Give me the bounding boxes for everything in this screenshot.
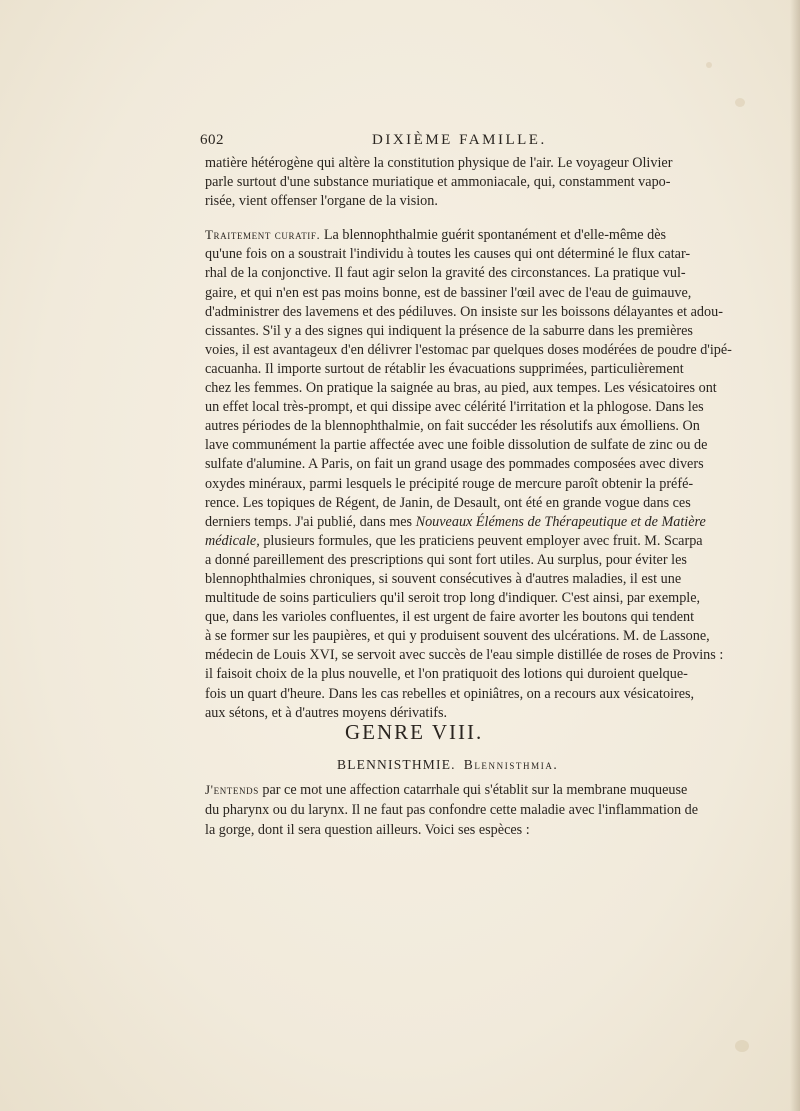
- text-line: [205, 780, 688, 800]
- text-fragment: La blennophthalmie guérit spontanément et d'elle-même dès: [323, 227, 667, 244]
- page-edge-shadow: [790, 0, 800, 1111]
- text-line: qu'une fois on a soustrait l'individu à toutes les causes qui ont déterminé le flux catar-: [205, 246, 691, 263]
- text-line: rhal de la conjonctive. Il faut agir selon la gravité des circonstances. La pratique vul-: [205, 265, 686, 282]
- text-line: à se former sur les paupières, et qui y produisent souvent des ulcérations. M. de Lassone,: [205, 628, 710, 645]
- section-lead: J'entends: [205, 782, 259, 797]
- text-line: a donné pareillement des prescriptions qui sont fort utiles. Au surplus, pour éviter les: [205, 551, 687, 568]
- text-fragment: par ce mot une affection catarrhale qui s'établit sur la membrane muqueuse: [262, 782, 688, 798]
- section-lead: Traitement curatif.: [205, 227, 321, 243]
- text-line: voies, il est avantageux d'en délivrer l'estomac par quelques doses modérées de poudre d'ipé-: [205, 341, 732, 358]
- text-line: du pharynx ou du larynx. Il ne faut pas confondre cette maladie avec l'inflammation de: [205, 802, 699, 818]
- text-line: que, dans les varioles confluentes, il est urgent de faire avorter les boutons qui tendent: [205, 609, 695, 626]
- genre-subheading: [337, 757, 558, 773]
- text-line: rence. Les topiques de Régent, de Janin, de Desault, ont été en grande vogue dans ces: [205, 494, 691, 511]
- text-line: sulfate d'alumine. A Paris, on fait un grand usage des pommades composées avec divers: [205, 456, 704, 473]
- text-line: risée, vient offenser l'organe de la vision.: [205, 193, 438, 210]
- main-text: [205, 154, 732, 723]
- book-title-italic: Nouveaux Élémens de Thérapeutique et de Matière: [415, 513, 706, 530]
- text-line: cissantes. S'il y a des signes qui indiquent la présence de la saburre dans les premières: [205, 322, 693, 339]
- text-line: [205, 225, 667, 245]
- text-fragment: plusieurs formules, que les praticiens peuvent employer avec fruit. M. Scarpa: [263, 532, 703, 549]
- paragraph-genre-intro: [205, 780, 699, 840]
- page-number: 602: [200, 132, 224, 148]
- book-title-italic: médicale,: [205, 532, 260, 549]
- text-line: [205, 513, 706, 532]
- foxing-spot: [735, 98, 745, 107]
- text-line: il faisoit choix de la plus nouvelle, et l'on pratiquoit des lotions qui duroient quelque-: [205, 666, 688, 683]
- text-line: d'administrer des lavemens et des pédiluves. On insiste sur les boissons délayantes et adou-: [205, 303, 723, 320]
- paragraph-intro: [205, 154, 673, 211]
- text-line: blennophthalmies chroniques, si souvent consécutives à d'autres maladies, il est une: [205, 570, 682, 587]
- genre-heading: GENRE VIII.: [345, 720, 484, 744]
- text-line: lave communément la partie affectée avec une foible dissolution de sulfate de zinc ou de: [205, 437, 708, 454]
- text-line: cacuanha. Il importe surtout de rétablir les évacuations supprimées, particulièrement: [205, 360, 684, 377]
- foxing-spot: [706, 62, 712, 68]
- genre-text: [205, 780, 699, 840]
- text-line: [205, 532, 703, 551]
- text-line: parle surtout d'une substance muriatique et ammoniacale, qui, constamment vapo-: [205, 174, 671, 191]
- genre-name-french: BLENNISTHMIE.: [337, 757, 456, 772]
- text-line: autres périodes de la blennophthalmie, on fait succéder les résolutifs aux émolliens. On: [205, 418, 700, 435]
- running-head: DIXIÈME FAMILLE.: [372, 132, 547, 148]
- text-line: gaire, et qui n'en est pas moins bonne, est de bassiner l'œil avec de l'eau de guimauve,: [205, 284, 692, 301]
- text-line: un effet local très-prompt, et qui dissipe avec célérité l'irritation et la phlogose. Dans les: [205, 399, 704, 416]
- text-fragment: derniers temps. J'ai publié, dans mes: [205, 513, 413, 530]
- text-line: fois un quart d'heure. Dans les cas rebelles et opiniâtres, on a recours aux vésicatoires,: [205, 685, 695, 702]
- foxing-spot: [735, 1040, 749, 1052]
- genre-name-latin: Blennisthmia.: [463, 757, 559, 772]
- text-line: chez les femmes. On pratique la saignée au bras, au pied, aux tempes. Les vésicatoires ont: [205, 380, 717, 397]
- text-line: matière hétérogène qui altère la constitution physique de l'air. Le voyageur Olivier: [205, 155, 673, 171]
- text-line: la gorge, dont il sera question ailleurs. Voici ses espèces :: [205, 822, 530, 838]
- text-line: oxydes minéraux, parmi lesquels le précipité rouge de mercure paroît obtenir la préfé-: [205, 475, 694, 492]
- text-line: médecin de Louis XVI, se servoit avec succès de l'eau simple distillée de roses de Provins :: [205, 647, 724, 664]
- paragraph-traitement: [205, 225, 732, 722]
- text-line: aux sétons, et à d'autres moyens dérivatifs.: [205, 704, 448, 721]
- page-header: [200, 132, 620, 154]
- text-line: multitude de soins particuliers qu'il seroit trop long d'indiquer. C'est ainsi, par exemple,: [205, 590, 701, 607]
